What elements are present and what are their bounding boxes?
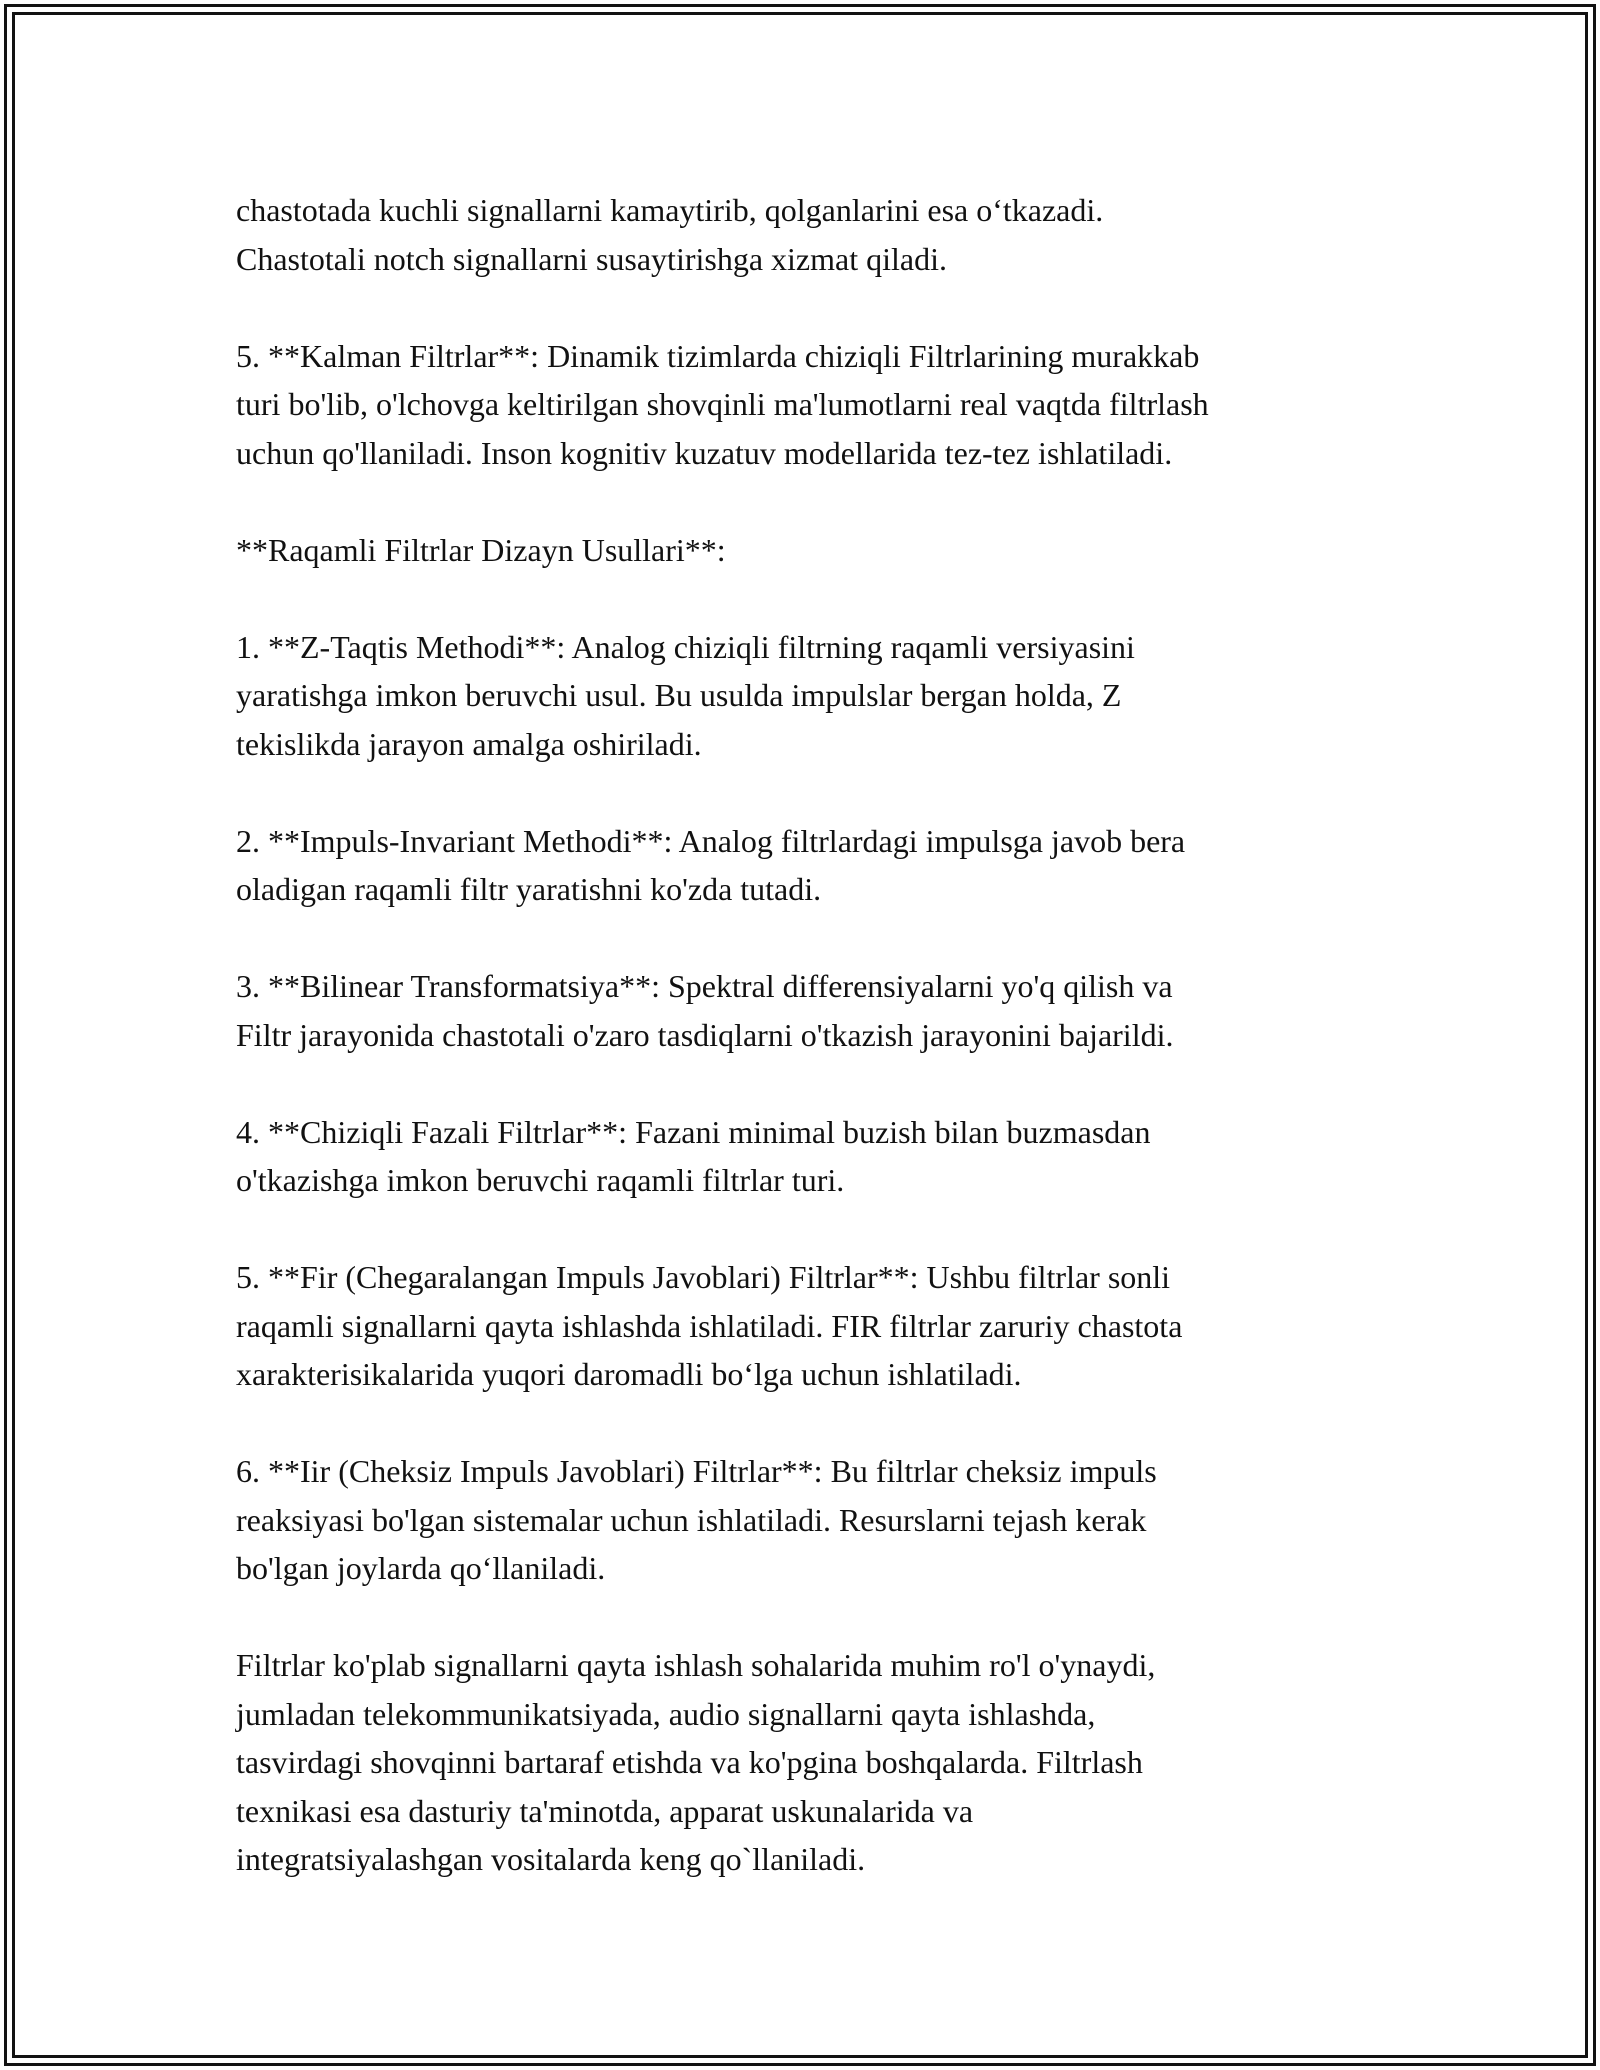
- text-line: 6. **Iir (Cheksiz Impuls Javoblari) Filtrlar**: Bu filtrlar cheksiz impuls: [236, 1453, 1157, 1489]
- text-line: oladigan raqamli filtr yaratishni ko'zda tutadi.: [236, 871, 822, 907]
- text-line: 1. **Z-Taqtis Methodi**: Analog chiziqli filtrning raqamli versiyasini: [236, 628, 1135, 665]
- paragraph-fir-filters: [236, 1253, 1376, 1399]
- paragraph-z-transform-method: [236, 623, 1376, 769]
- text-line: turi bo'lib, o'lchovga keltirilgan shovqinli ma'lumotlarni real vaqtda filtrlash: [236, 386, 1209, 422]
- text-line: integratsiyalashgan vositalarda keng qo`llaniladi.: [236, 1841, 866, 1877]
- text-line: Filtr jarayonida chastotali o'zaro tasdiqlarni o'tkazish jarayonini bajarildi.: [236, 1016, 1174, 1053]
- text-line: 2. **Impuls-Invariant Methodi**: Analog filtrlardagi impulsga javob bera: [236, 822, 1186, 859]
- text-line: tekislikda jarayon amalga oshiriladi.: [236, 725, 702, 762]
- paragraph-conclusion: [236, 1641, 1376, 1884]
- paragraph-notch-filter-continuation: [236, 186, 1376, 283]
- text-line: **Raqamli Filtrlar Dizayn Usullari**:: [236, 531, 726, 568]
- text-line: tasvirdagi shovqinni bartaraf etishda va ko'pgina boshqalarda. Filtrlash: [236, 1744, 1143, 1780]
- text-line: 4. **Chiziqli Fazali Filtrlar**: Fazani minimal buzish bilan buzmasdan: [236, 1113, 1151, 1150]
- paragraph-linear-phase-filters: [236, 1108, 1376, 1205]
- paragraph-impulse-invariant-method: [236, 817, 1376, 914]
- text-line: 3. **Bilinear Transformatsiya**: Spektral differensiyalarni yo'q qilish va: [236, 968, 1173, 1004]
- text-line: yaratishga imkon beruvchi usul. Bu usulda impulslar bergan holda, Z: [236, 677, 1122, 713]
- text-line: bo'lgan joylarda qo‘llaniladi.: [236, 1550, 606, 1586]
- text-line: Chastotali notch signallarni susaytirishga xizmat qiladi.: [236, 240, 947, 277]
- text-line: 5. **Fir (Chegaralangan Impuls Javoblari) Filtrlar**: Ushbu filtrlar sonli: [236, 1259, 1171, 1295]
- text-line: texnikasi esa dasturiy ta'minotda, apparat uskunalarida va: [236, 1792, 974, 1829]
- text-line: o'tkazishga imkon beruvchi raqamli filtrlar turi.: [236, 1162, 845, 1198]
- paragraph-bilinear-transformation: [236, 962, 1376, 1059]
- text-line: reaksiyasi bo'lgan sistemalar uchun ishlatiladi. Resurslarni tejash kerak: [236, 1501, 1147, 1538]
- text-line: Filtrlar ko'plab signallarni qayta ishlash sohalarida muhim ro'l o'ynaydi,: [236, 1647, 1156, 1683]
- document-body: [236, 186, 1376, 1932]
- paragraph-iir-filters: [236, 1447, 1376, 1593]
- text-line: uchun qo'llaniladi. Inson kognitiv kuzatuv modellarida tez-tez ishlatiladi.: [236, 434, 1173, 471]
- text-line: raqamli signallarni qayta ishlashda ishlatiladi. FIR filtrlar zaruriy chastota: [236, 1307, 1183, 1344]
- text-line: xarakterisikalarida yuqori daromadli bo‘lga uchun ishlatiladi.: [236, 1356, 1022, 1392]
- section-heading-design-methods: [236, 526, 1376, 575]
- paragraph-kalman-filters: [236, 332, 1376, 478]
- text-line: chastotada kuchli signallarni kamaytirib, qolganlarini esa o‘tkazadi.: [236, 192, 1104, 228]
- text-line: 5. **Kalman Filtrlar**: Dinamik tizimlarda chiziqli Filtrlarining murakkab: [236, 337, 1200, 374]
- text-line: jumladan telekommunikatsiyada, audio signallarni qayta ishlashda,: [236, 1695, 1096, 1732]
